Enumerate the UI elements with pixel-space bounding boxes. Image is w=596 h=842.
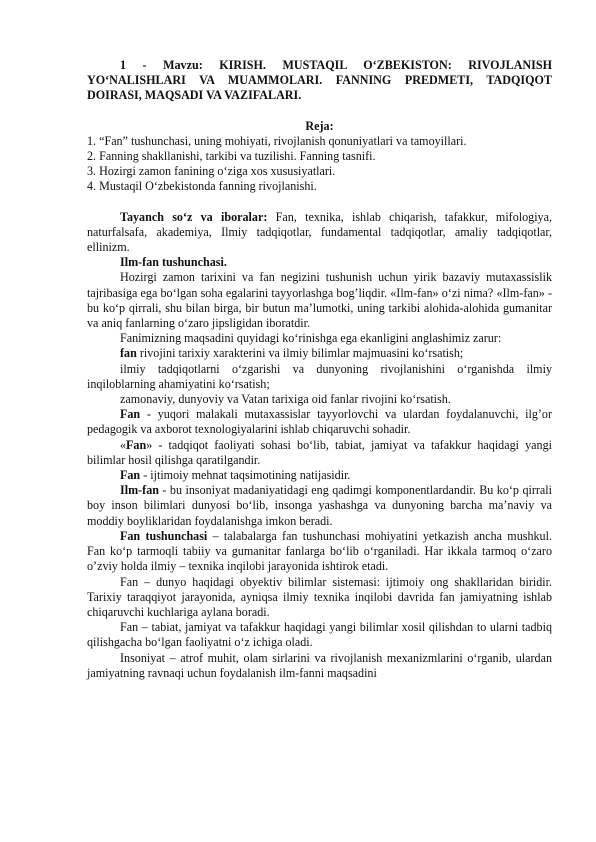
definition-5: Fan tushunchasi – talabalarga fan tushunchasi mohiyatini yetkazish ancha mushkul. Fan ko‘p tarmoqli tabiiy va gumanitar fanlarga bo‘lib o‘rganiladi. Har ikkala tarmoq o‘zaro o’zviy holda ilmiy – texnika inqilobi jarayonida ishtirok etadi. bbox=[87, 528, 552, 574]
spacer bbox=[87, 195, 552, 210]
goal-item-3: zamonaviy, dunyoviy va Vatan tarixiga oid fanlar rivojini ko‘rsatish. bbox=[120, 392, 451, 407]
paragraph-humanity: Insoniyat – atrof muhit, olam sirlarini va rivojlanish mexanizmlarini o‘rganib, ulardan jamiyatning ravnaqi uchun foydalanish ilm-fanni maqsadini bbox=[87, 650, 552, 680]
keywords-text: Fan, texnika, ishlab chiqarish, tafakkur, mifologiya, naturfalsafa, akademiya, Ilmiy tadqiqotlar, fundamental tadqiqotlar, amaliy tadqiqotlar, ellinizm. bbox=[87, 209, 553, 255]
document-page bbox=[87, 58, 552, 681]
plan-item-3: 3. Hozirgi zamon fanining o‘ziga xos xususiyatlari. bbox=[87, 164, 336, 179]
paragraph-activity: Fan – tabiat, jamiyat va tafakkur haqidagi yangi bilimlar xosil qilishdan to ularni tadbiq qilishgacha bo‘lgan faoliyatni o‘z ichiga oladi. bbox=[87, 620, 552, 650]
keywords-label: Tayanch so‘z va iboralar: bbox=[120, 209, 268, 224]
definition-3: Fan - ijtimoiy mehnat taqsimotining natijasidir. bbox=[120, 468, 351, 483]
document-title: 1 - Mavzu: KIRISH. MUSTAQIL O‘ZBEKISTON: RIVOJLANISH YO‘NALISHLARI VA MUAMMOLARI. FANNING PREDMETI, TADQIQOT DOIRASI, MAQSADI VA VAZIFALARI. bbox=[87, 58, 552, 103]
plan-item-1: 1. “Fan” tushunchasi, uning mohiyati, rivojlanish qonuniyatlari va tamoyillari. bbox=[87, 133, 467, 148]
keywords-paragraph bbox=[87, 210, 552, 256]
paragraph-intro: Hozirgi zamon tarixini va fan negizini tushunish uchun yirik bazaviy mutaxassislik tajribasiga ega bo‘lgan soha egalarini tayyorlashga bog’liqdir. «Ilm-fan» o‘zi nima? «Ilm-fan» - bu ko‘p qirrali, shu bilan birga, bir butun ma’lumotki, uning tarkibi alohida-alohida gumanitar va aniq fanlarning o‘zaro jipsligidan iboratdir. bbox=[87, 270, 552, 331]
section-heading: Ilm-fan tushunchasi. bbox=[120, 255, 227, 270]
definition-1: Fan - yuqori malakali mutaxassislar tayyorlovchi va ulardan foydalanuvchi, ilg’or pedagogik va axborot texnologiyalarini ishlab chiqaruvchi sohadir. bbox=[87, 407, 552, 437]
definition-4: Ilm-fan - bu insoniyat madaniyatidagi eng qadimgi komponentlardandir. Bu ko‘p qirrali boy inson bilimlari dunyosi bo‘lib, insonga yashashga va dunyoning barcha ma’naviy va moddiy boyliklaridan foydalanishga imkon beradi. bbox=[87, 483, 552, 528]
paragraph-goals: Fanimizning maqsadini quyidagi ko‘rinishga ega ekanligini anglashimiz zarur: bbox=[120, 331, 502, 346]
plan-item-4: 4. Mustaqil O‘zbekistonda fanning rivojlanishi. bbox=[87, 179, 317, 194]
plan-item-2: 2. Fanning shakllanishi, tarkibi va tuzilishi. Fanning tasnifi. bbox=[87, 149, 376, 164]
goal-item-1: fan rivojini tarixiy xarakterini va ilmiy bilimlar majmuasini ko‘rsatish; bbox=[120, 346, 464, 361]
plan-heading: Reja: bbox=[305, 118, 334, 133]
definition-2: «Fan» - tadqiqot faoliyati sohasi bo‘lib, tabiat, jamiyat va tafakkur haqidagi yangi bilimlar hosil qilishga qaratilgandir. bbox=[87, 437, 552, 467]
goal-item-2: ilmiy tadqiqotlarni o‘zgarishi va dunyoning rivojlanishini o‘rganishda ilmiy inqiloblarning ahamiyatini ko‘rsatish; bbox=[87, 361, 552, 391]
paragraph-knowledge-system: Fan – dunyo haqidagi obyektiv bilimlar sistemasi: ijtimoiy ong shakllaridan biridir. Tarixiy taraqqiyot jarayonida, ayniqsa ilmiy texnika inqilobi davrida fan jamiyatning ishlab chiqaruvchi kuchlariga aylana boradi. bbox=[87, 574, 552, 619]
